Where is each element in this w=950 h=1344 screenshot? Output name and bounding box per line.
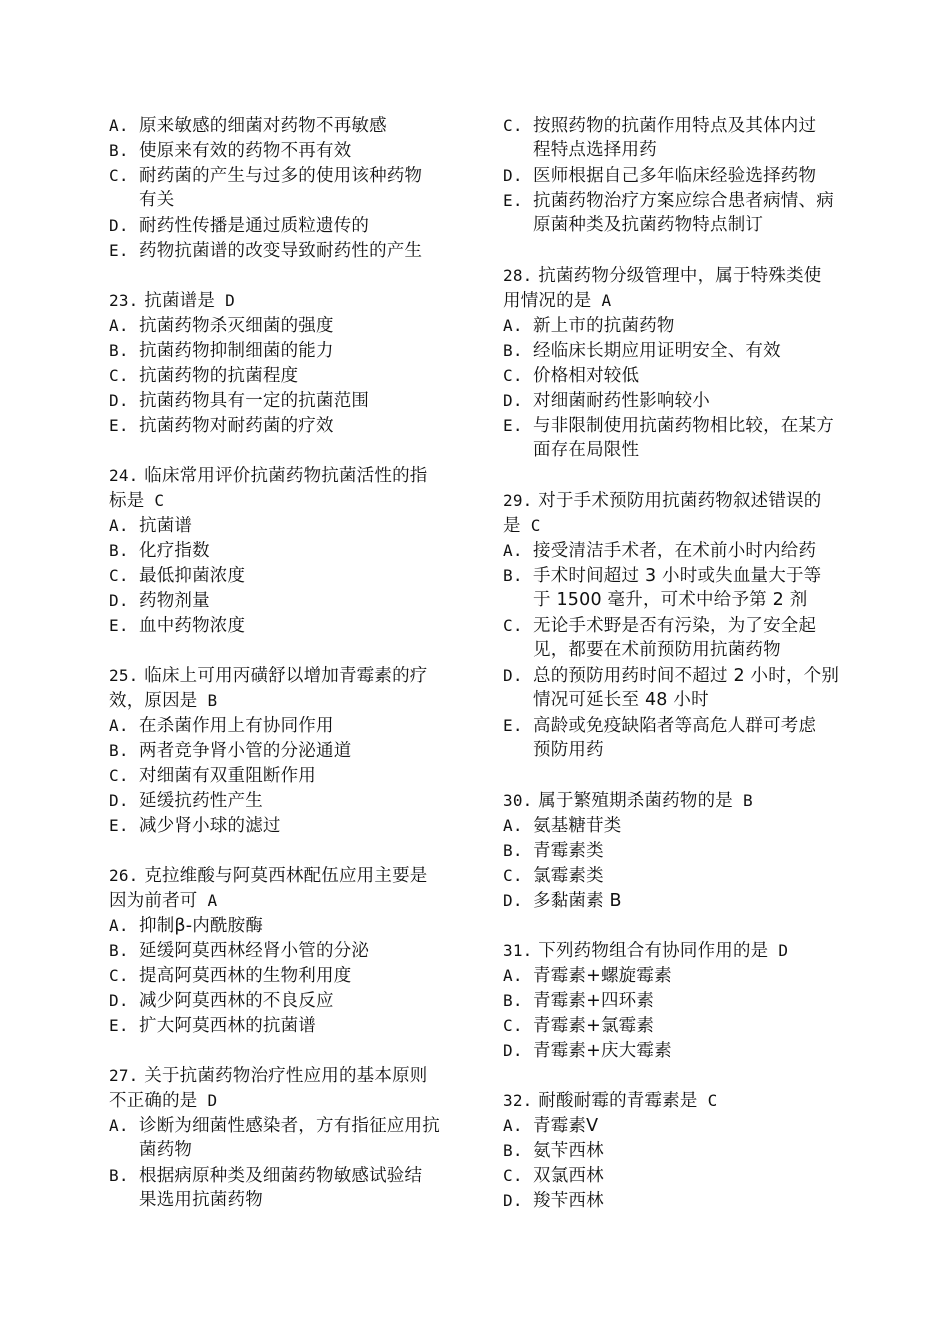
question-stem: 28. 抗菌药物分级管理中，属于特殊类使 bbox=[503, 266, 822, 286]
answer-key: A bbox=[601, 291, 612, 310]
question-stem-continued: 因为前者可 A bbox=[109, 891, 218, 911]
option-d: D. 减少阿莫西林的不良反应 bbox=[109, 991, 334, 1011]
question-23 bbox=[109, 288, 465, 438]
option-b: B. 根据病原种类及细菌药物敏感试验结 bbox=[109, 1166, 423, 1186]
option-e: E. 血中药物浓度 bbox=[109, 616, 246, 636]
option-c: C. 氯霉素类 bbox=[503, 866, 604, 886]
option-c: C. 抗菌药物的抗菌程度 bbox=[109, 366, 299, 386]
option-a: A. 氨基糖苷类 bbox=[503, 816, 622, 836]
option-d: D. 羧苄西林 bbox=[503, 1191, 604, 1211]
question-22-options bbox=[109, 113, 465, 263]
answer-key: D bbox=[778, 941, 789, 960]
option-e-continued: 预防用药 bbox=[533, 740, 604, 760]
question-stem: 24. 临床常用评价抗菌药物抗菌活性的指 bbox=[109, 466, 428, 486]
question-32 bbox=[503, 1088, 859, 1213]
option-d-continued: 情况可延长至 48 小时 bbox=[533, 690, 709, 710]
option-b: B. 青霉素类 bbox=[503, 841, 604, 861]
option-b: B. 经临床长期应用证明安全、有效 bbox=[503, 341, 781, 361]
question-27-continued bbox=[503, 113, 859, 238]
question-29 bbox=[503, 488, 859, 763]
option-e: E. 抗菌药物治疗方案应综合患者病情、病 bbox=[503, 191, 834, 211]
answer-key: B bbox=[207, 691, 218, 710]
question-stem: 26. 克拉维酸与阿莫西林配伍应用主要是 bbox=[109, 866, 428, 886]
option-b: B. 手术时间超过 3 小时或失血量大于等 bbox=[503, 566, 822, 586]
question-26 bbox=[109, 863, 465, 1038]
option-d: D. 耐药性传播是通过质粒遗传的 bbox=[109, 216, 370, 236]
question-stem-continued: 效，原因是 B bbox=[109, 691, 218, 711]
option-b: B. 青霉素+四环素 bbox=[503, 991, 655, 1011]
option-b: B. 氨苄西林 bbox=[503, 1141, 604, 1161]
option-c: C. 对细菌有双重阻断作用 bbox=[109, 766, 316, 786]
option-a-continued: 菌药物 bbox=[139, 1140, 193, 1160]
option-a: A. 新上市的抗菌药物 bbox=[503, 316, 675, 336]
option-e-continued: 原菌种类及抗菌药物特点制订 bbox=[533, 215, 764, 235]
option-d: D. 抗菌药物具有一定的抗菌范围 bbox=[109, 391, 370, 411]
option-c: C. 最低抑菌浓度 bbox=[109, 566, 246, 586]
option-b-continued: 果选用抗菌药物 bbox=[139, 1190, 263, 1210]
option-d: D. 总的预防用药时间不超过 2 小时，个别 bbox=[503, 666, 840, 686]
option-e: E. 药物抗菌谱的改变导致耐药性的产生 bbox=[109, 241, 423, 261]
option-b-continued: 于 1500 毫升，可术中给予第 2 剂 bbox=[533, 590, 808, 610]
question-31 bbox=[503, 938, 859, 1063]
option-d: D. 青霉素+庆大霉素 bbox=[503, 1041, 672, 1061]
answer-key: D bbox=[207, 1091, 218, 1110]
question-stem: 27. 关于抗菌药物治疗性应用的基本原则 bbox=[109, 1066, 428, 1086]
option-e: E. 减少肾小球的滤过 bbox=[109, 816, 281, 836]
question-stem: 31. 下列药物组合有协同作用的是 D bbox=[503, 941, 789, 961]
question-stem: 32. 耐酸耐霉的青霉素是 C bbox=[503, 1091, 718, 1111]
option-a: A. 原来敏感的细菌对药物不再敏感 bbox=[109, 116, 387, 136]
option-b: B. 延缓阿莫西林经肾小管的分泌 bbox=[109, 941, 370, 961]
option-c-continued: 见，都要在术前预防用抗菌药物 bbox=[533, 640, 781, 660]
option-c: C. 提高阿莫西林的生物利用度 bbox=[109, 966, 352, 986]
question-30 bbox=[503, 788, 859, 913]
option-d: D. 对细菌耐药性影响较小 bbox=[503, 391, 710, 411]
option-e: E. 抗菌药物对耐药菌的疗效 bbox=[109, 416, 334, 436]
option-a: A. 抑制β-内酰胺酶 bbox=[109, 916, 264, 936]
option-a: A. 在杀菌作用上有协同作用 bbox=[109, 716, 334, 736]
option-e: E. 高龄或免疫缺陷者等高危人群可考虑 bbox=[503, 716, 817, 736]
left-column bbox=[109, 113, 465, 1238]
answer-key: D bbox=[225, 291, 235, 310]
option-d: D. 医师根据自己多年临床经验选择药物 bbox=[503, 166, 817, 186]
option-a: A. 青霉素+螺旋霉素 bbox=[503, 966, 672, 986]
option-c: C. 双氯西林 bbox=[503, 1166, 604, 1186]
option-e-continued: 面存在局限性 bbox=[533, 440, 640, 460]
question-stem-continued: 用情况的是 A bbox=[503, 291, 612, 311]
question-28 bbox=[503, 263, 859, 463]
option-c: C. 按照药物的抗菌作用特点及其体内过 bbox=[503, 116, 817, 136]
option-c: C. 无论手术野是否有污染，为了安全起 bbox=[503, 616, 817, 636]
option-a: A. 抗菌谱 bbox=[109, 516, 193, 536]
question-25 bbox=[109, 663, 465, 838]
question-stem: 23. 抗菌谱是 D bbox=[109, 291, 235, 311]
option-c: C. 耐药菌的产生与过多的使用该种药物 bbox=[109, 166, 423, 186]
option-e: E. 与非限制使用抗菌药物相比较，在某方 bbox=[503, 416, 834, 436]
option-a: A. 接受清洁手术者，在术前小时内给药 bbox=[503, 541, 817, 561]
option-a: A. 诊断为细菌性感染者，方有指征应用抗 bbox=[109, 1116, 440, 1136]
option-b: B. 抗菌药物抑制细菌的能力 bbox=[109, 341, 334, 361]
option-b: B. 两者竞争肾小管的分泌通道 bbox=[109, 741, 352, 761]
question-stem: 30. 属于繁殖期杀菌药物的是 B bbox=[503, 791, 753, 811]
answer-key: B bbox=[742, 791, 753, 810]
answer-key: C bbox=[530, 516, 541, 535]
option-d: D. 药物剂量 bbox=[109, 591, 210, 611]
option-a: A. 青霉素Ⅴ bbox=[503, 1116, 599, 1136]
question-24 bbox=[109, 463, 465, 638]
question-stem: 29. 对于手术预防用抗菌药物叙述错误的 bbox=[503, 491, 822, 511]
option-c: C. 青霉素+氯霉素 bbox=[503, 1016, 655, 1036]
question-stem-continued: 是 C bbox=[503, 516, 541, 536]
question-stem-continued: 标是 C bbox=[109, 491, 165, 511]
option-a: A. 抗菌药物杀灭细菌的强度 bbox=[109, 316, 334, 336]
question-stem: 25. 临床上可用丙磺舒以增加青霉素的疗 bbox=[109, 666, 428, 686]
answer-key: C bbox=[707, 1091, 718, 1110]
question-stem-continued: 不正确的是 D bbox=[109, 1091, 218, 1111]
right-column bbox=[503, 113, 859, 1238]
question-27 bbox=[109, 1063, 465, 1213]
option-c-continued: 程特点选择用药 bbox=[533, 140, 657, 160]
answer-key: C bbox=[154, 491, 165, 510]
answer-key: A bbox=[207, 891, 218, 910]
option-c-continued: 有关 bbox=[139, 190, 175, 210]
option-b: B. 使原来有效的药物不再有效 bbox=[109, 141, 352, 161]
option-d: D. 多黏菌素 B bbox=[503, 891, 622, 911]
option-c: C. 价格相对较低 bbox=[503, 366, 640, 386]
option-e: E. 扩大阿莫西林的抗菌谱 bbox=[109, 1016, 316, 1036]
option-b: B. 化疗指数 bbox=[109, 541, 210, 561]
option-d: D. 延缓抗药性产生 bbox=[109, 791, 263, 811]
